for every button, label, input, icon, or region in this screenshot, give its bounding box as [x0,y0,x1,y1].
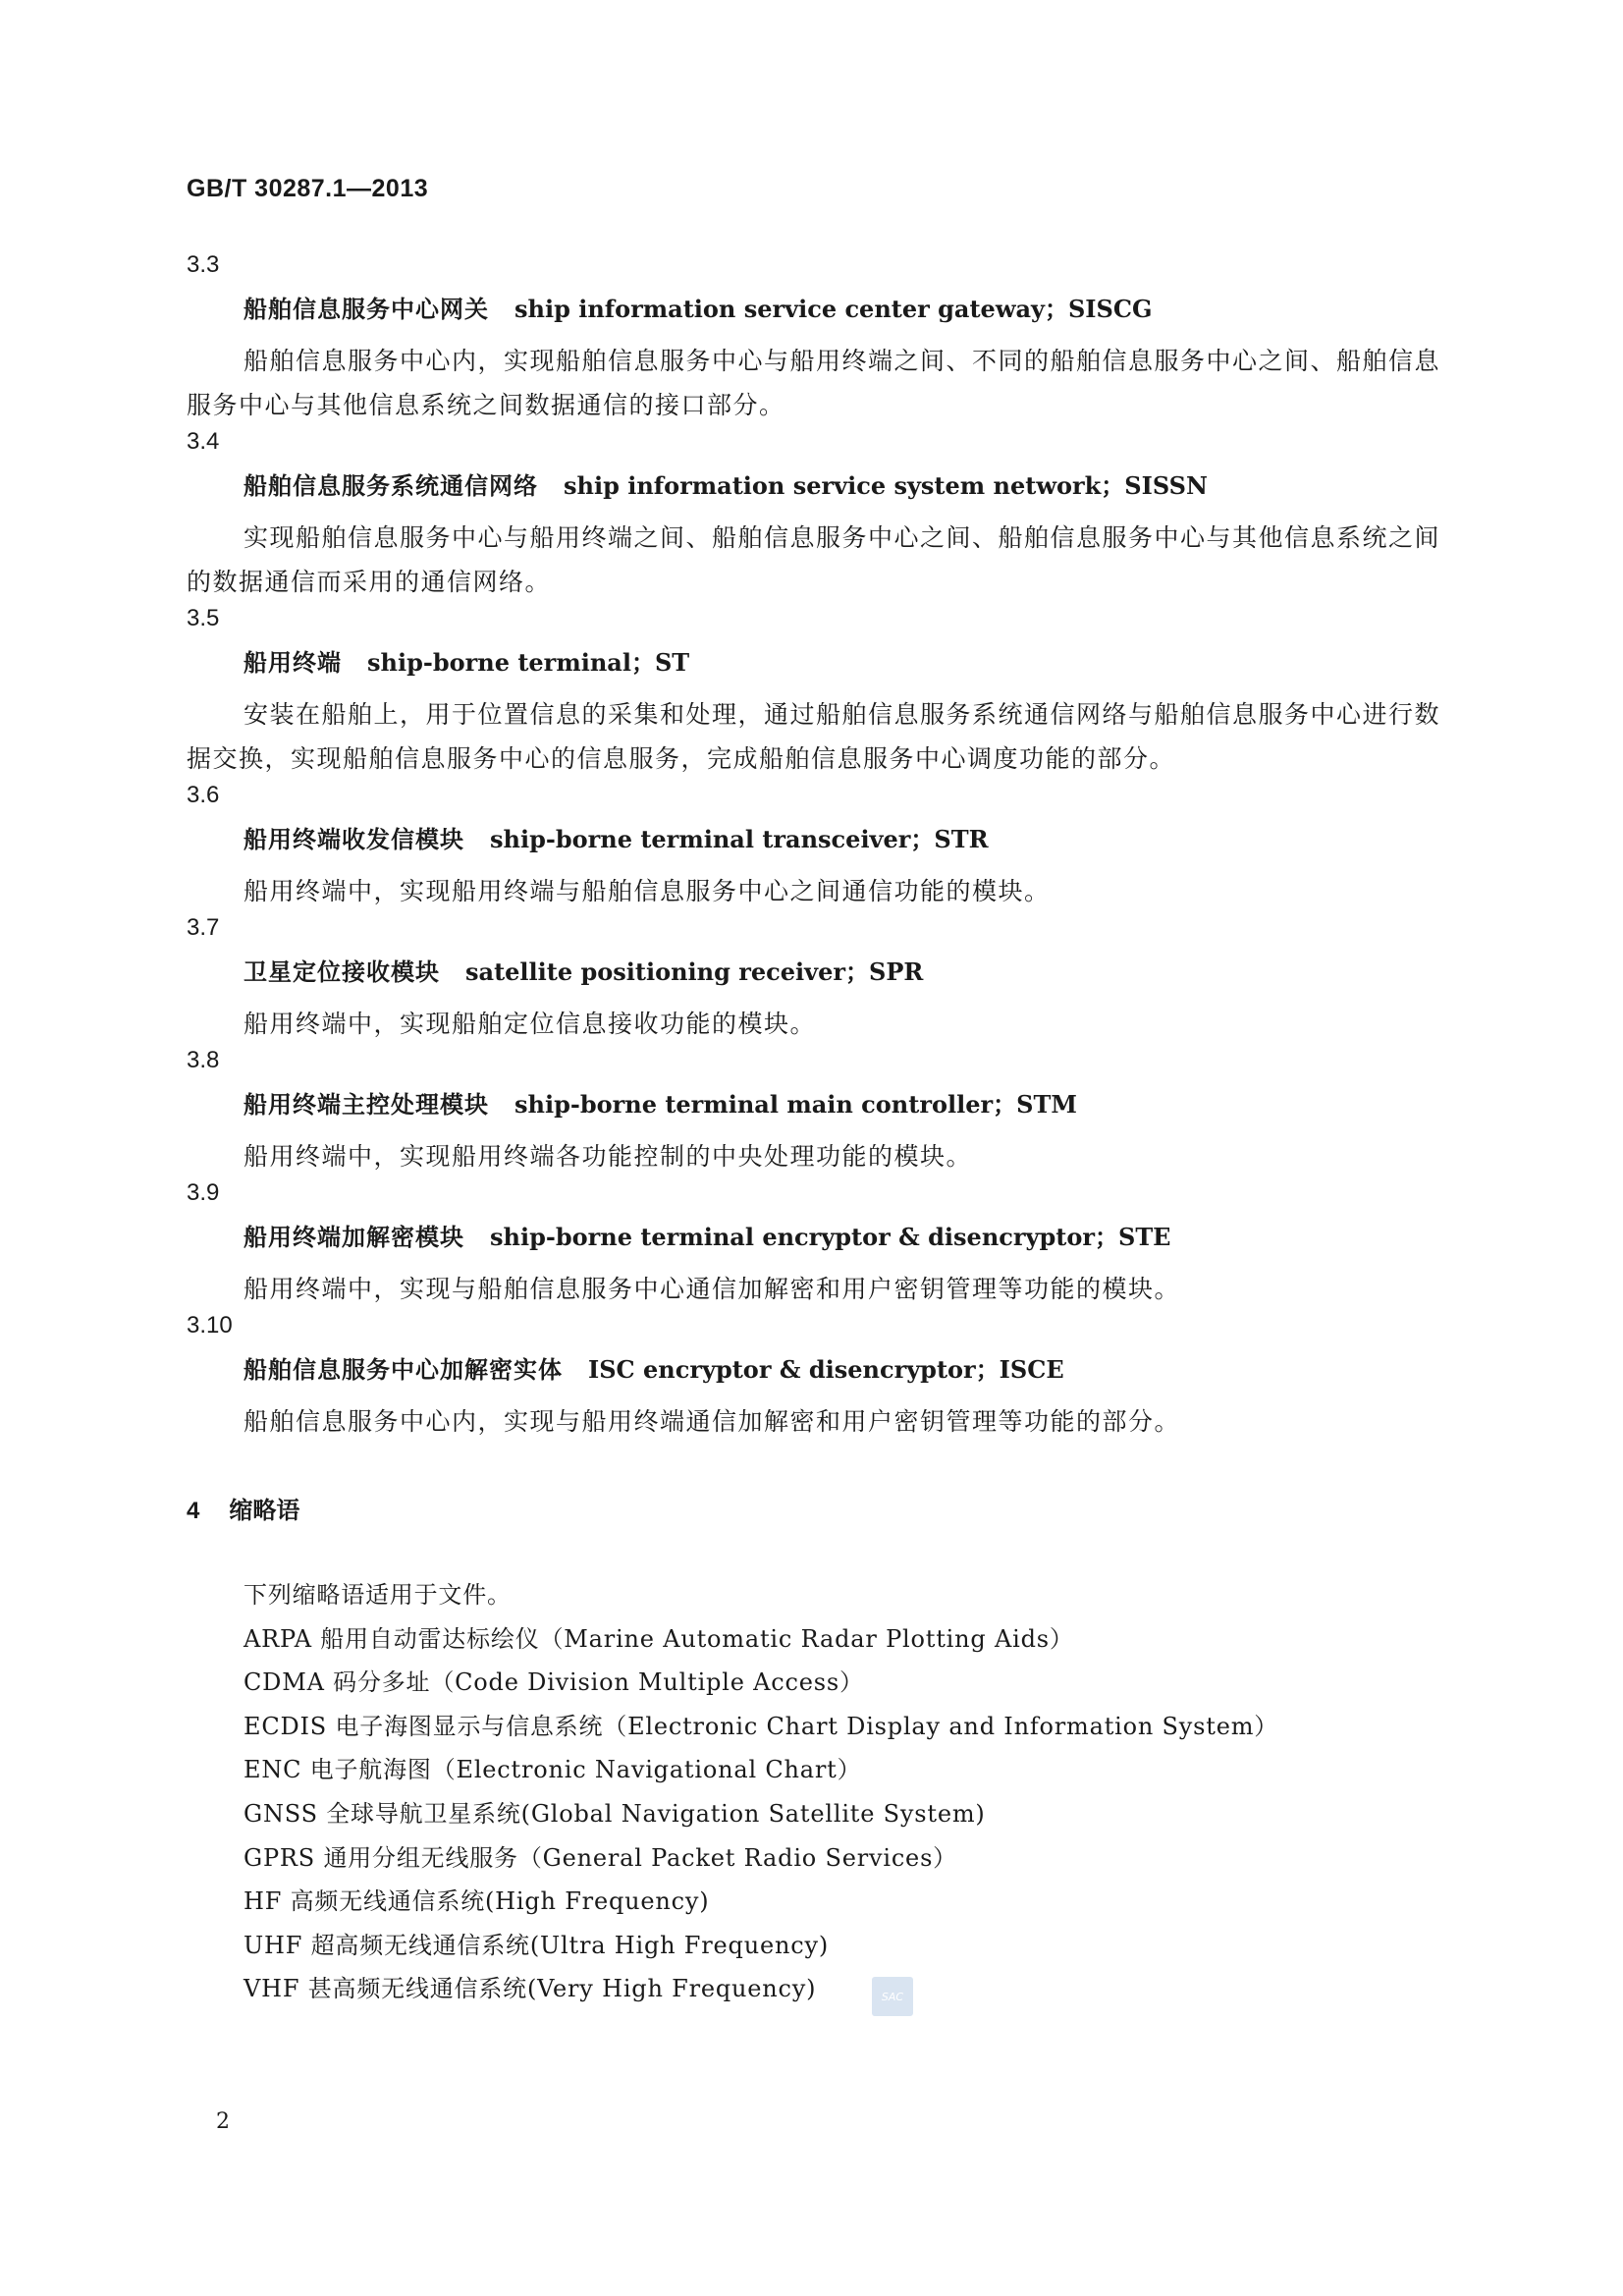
section-title: 缩略语 [229,1498,300,1524]
term-definition: 实现船舶信息服务中心与船用终端之间、船舶信息服务中心之间、船舶信息服务中心与其他信息系统之间的数据通信而采用的通信网络。 [187,523,1441,596]
term-definition: 船用终端中，实现船舶定位信息接收功能的模块。 [243,1010,817,1038]
abbreviations-list [243,1573,1278,2011]
term-number: 3.6 [187,782,220,808]
term-title-en: ISC encryptor & disencryptor；ISCE [588,1355,1064,1384]
term-number: 3.10 [187,1312,233,1339]
term-title [243,1090,1463,1120]
term-title-en: ship-borne terminal；ST [367,648,690,677]
term-entry [187,913,1463,1046]
term-number: 3.7 [187,914,220,941]
term-title [243,295,1463,324]
term-title-en: ship-borne terminal transceiver；STR [490,825,989,853]
abbreviation-item: GNSS 全球导航卫星系统(Global Navigation Satellite System) [243,1799,986,1828]
term-title-en: ship-borne terminal encryptor & disencryptor；STE [490,1223,1171,1251]
sac-watermark-stamp: SAC [872,1977,913,2016]
term-entry [187,250,1463,427]
term-title-en: satellite positioning receiver；SPR [465,957,924,986]
term-title-en: ship information service center gateway；SISCG [514,295,1153,323]
term-title-zh: 船舶信息服务中心加解密实体 [243,1355,563,1384]
term-entry [187,781,1463,913]
term-number: 3.3 [187,251,220,278]
term-title [243,1223,1463,1252]
abbreviation-item: ENC 电子航海图（Electronic Navigational Chart） [243,1756,862,1784]
term-title-zh: 卫星定位接收模块 [243,957,440,986]
section-number: 4 [187,1498,200,1524]
abbreviation-item: HF 高频无线通信系统(High Frequency) [243,1887,710,1916]
term-title-zh: 船用终端 [243,648,342,677]
term-number: 3.4 [187,428,220,455]
term-title [243,825,1463,854]
abbreviation-item: UHF 超高频无线通信系统(Ultra High Frequency) [243,1931,829,1959]
term-entry [187,1178,1463,1311]
term-number: 3.5 [187,605,220,631]
term-number: 3.8 [187,1047,220,1073]
term-title-zh: 船用终端收发信模块 [243,825,464,853]
abbreviation-item: VHF 甚高频无线通信系统(Very High Frequency) [243,1975,817,2003]
term-title [243,1355,1463,1385]
term-definition: 安装在船舶上，用于位置信息的采集和处理，通过船舶信息服务系统通信网络与船舶信息服务中心进行数据交换，实现船舶信息服务中心的信息服务，完成船舶信息服务中心调度功能的部分。 [187,700,1441,773]
term-title-zh: 船用终端主控处理模块 [243,1090,489,1119]
term-number: 3.9 [187,1179,220,1206]
term-title [243,957,1463,987]
term-title-zh: 船用终端加解密模块 [243,1223,464,1251]
standard-id-header: GB/T 30287.1—2013 [187,175,429,202]
term-definition: 船舶信息服务中心内，实现船舶信息服务中心与船用终端之间、不同的船舶信息服务中心之间、船舶信息服务中心与其他信息系统之间数据通信的接口部分。 [187,347,1441,419]
abbreviation-item: ARPA 船用自动雷达标绘仪（Marine Automatic Radar Plotting Aids） [243,1624,1074,1653]
term-title [243,648,1463,678]
page-number: 2 [216,2109,230,2134]
abbreviation-item: ECDIS 电子海图显示与信息系统（Electronic Chart Display and Information System） [243,1712,1279,1740]
term-definition: 船用终端中，实现船用终端与船舶信息服务中心之间通信功能的模块。 [243,877,1051,905]
section-heading [187,1491,299,1525]
term-title-en: ship information service system network；SISSN [564,471,1208,500]
term-title-zh: 船舶信息服务中心网关 [243,295,489,323]
term-definition: 船用终端中，实现船用终端各功能控制的中央处理功能的模块。 [243,1142,973,1171]
term-entry [187,1046,1463,1178]
term-definition: 船舶信息服务中心内，实现与船用终端通信加解密和用户密钥管理等功能的部分。 [243,1407,1181,1436]
term-title-en: ship-borne terminal main controller；STM [514,1090,1077,1119]
abbreviations-intro: 下列缩略语适用于文件。 [243,1581,512,1609]
abbreviation-item: GPRS 通用分组无线服务（General Packet Radio Services） [243,1843,957,1872]
terms-list [187,250,1463,1444]
term-entry [187,427,1463,604]
abbreviation-item: CDMA 码分多址（Code Division Multiple Access） [243,1668,864,1697]
term-definition: 船用终端中，实现与船舶信息服务中心通信加解密和用户密钥管理等功能的模块。 [243,1275,1181,1303]
term-entry [187,604,1463,781]
term-title-zh: 船舶信息服务系统通信网络 [243,471,538,500]
term-title [243,471,1463,501]
term-entry [187,1311,1463,1444]
